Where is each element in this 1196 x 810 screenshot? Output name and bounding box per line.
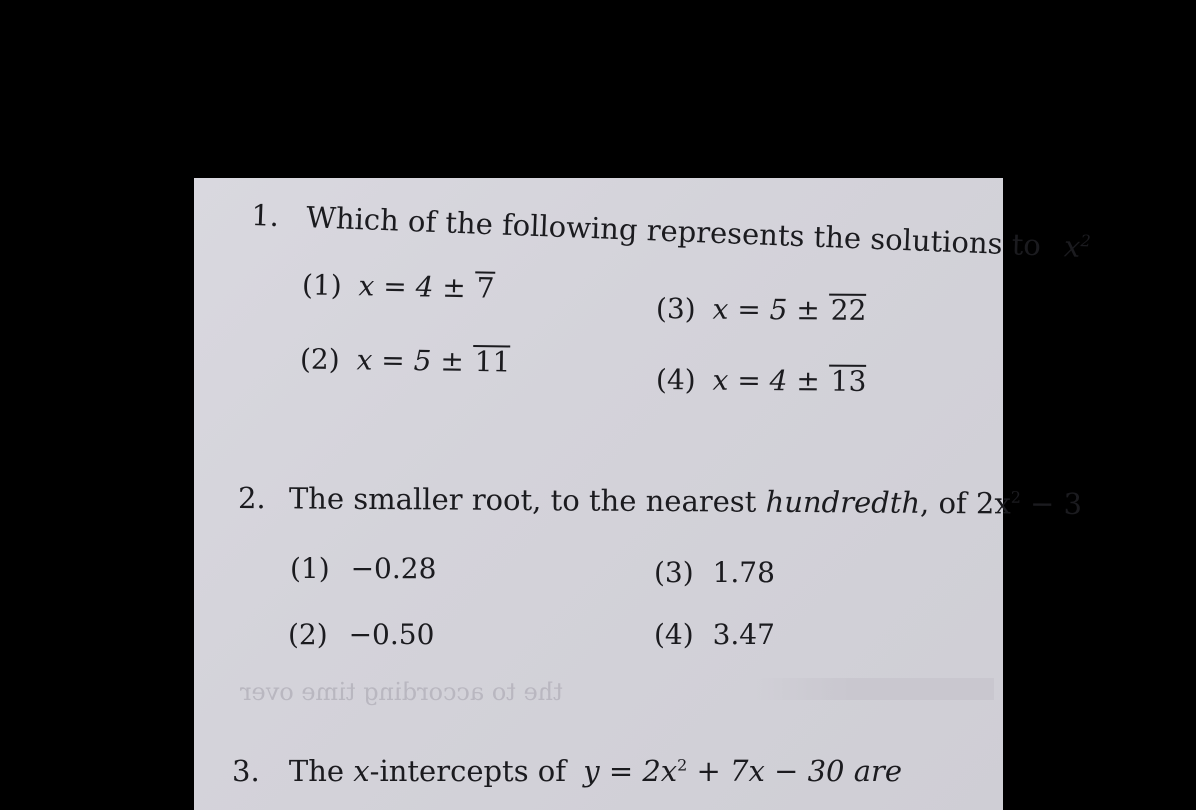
q1-number: 1.: [250, 198, 280, 234]
q2-prompt: [238, 481, 1082, 521]
option-lhs: x = 5 ±: [356, 343, 465, 378]
q3-text-b: -intercepts of: [369, 754, 567, 788]
bleed-through-smudge: [754, 678, 994, 700]
sqrt-sign: 7: [476, 271, 495, 305]
q3-exponent: 2: [677, 755, 688, 775]
q1-option-1: [302, 268, 495, 304]
option-label: (2): [299, 342, 340, 377]
q2-text-c: − 3: [1020, 486, 1083, 521]
q2-option-1: [290, 552, 436, 585]
option-label: (1): [290, 552, 330, 585]
option-value: −0.50: [348, 618, 435, 651]
q3-equation-rest: + 7x − 30 are: [687, 754, 903, 788]
q1-option-3: [656, 292, 867, 327]
q2-option-4: [654, 618, 775, 651]
option-label: (4): [654, 618, 694, 651]
q2-option-3: [654, 556, 775, 589]
option-value: 1.78: [712, 556, 775, 589]
option-label: (1): [301, 268, 342, 303]
q2-text-b: , of 2x: [919, 485, 1011, 521]
q3-prompt: [232, 754, 902, 788]
option-lhs: x = 5 ±: [712, 292, 820, 327]
sqrt-sign: 13: [830, 364, 867, 398]
q3-var: x: [353, 754, 370, 788]
q2-text: The smaller root, to the nearest: [288, 481, 757, 519]
option-label: (2): [288, 618, 328, 651]
q1-trail: $x^2$: [1063, 229, 1092, 264]
option-value: −0.28: [350, 552, 437, 585]
bleed-through-text: the to according time over: [240, 678, 563, 706]
option-label: (3): [654, 556, 694, 589]
option-lhs: x = 4 ±: [712, 363, 820, 398]
q3-text-a: The: [288, 754, 345, 788]
sqrt-sign: 11: [474, 344, 511, 379]
q2-emphasis: hundredth: [765, 484, 921, 520]
q2-number: 2.: [237, 481, 266, 516]
q1-text: Which of the following represents the solutions to: [305, 200, 1042, 263]
q1-option-2: [300, 343, 511, 379]
option-value: 3.47: [712, 618, 775, 651]
q3-number: 3.: [232, 754, 260, 788]
option-label: (3): [655, 292, 696, 326]
q2-option-2: [288, 618, 434, 651]
q1-prompt: [251, 198, 1091, 264]
q3-equation: y = 2x: [583, 754, 678, 788]
option-lhs: x = 4 ±: [358, 269, 467, 305]
sqrt-sign: 22: [830, 293, 867, 327]
q2-exponent: 2: [1010, 487, 1022, 507]
q1-option-4: [656, 363, 867, 398]
option-label: (4): [655, 363, 696, 397]
worksheet-page: [194, 178, 1092, 810]
